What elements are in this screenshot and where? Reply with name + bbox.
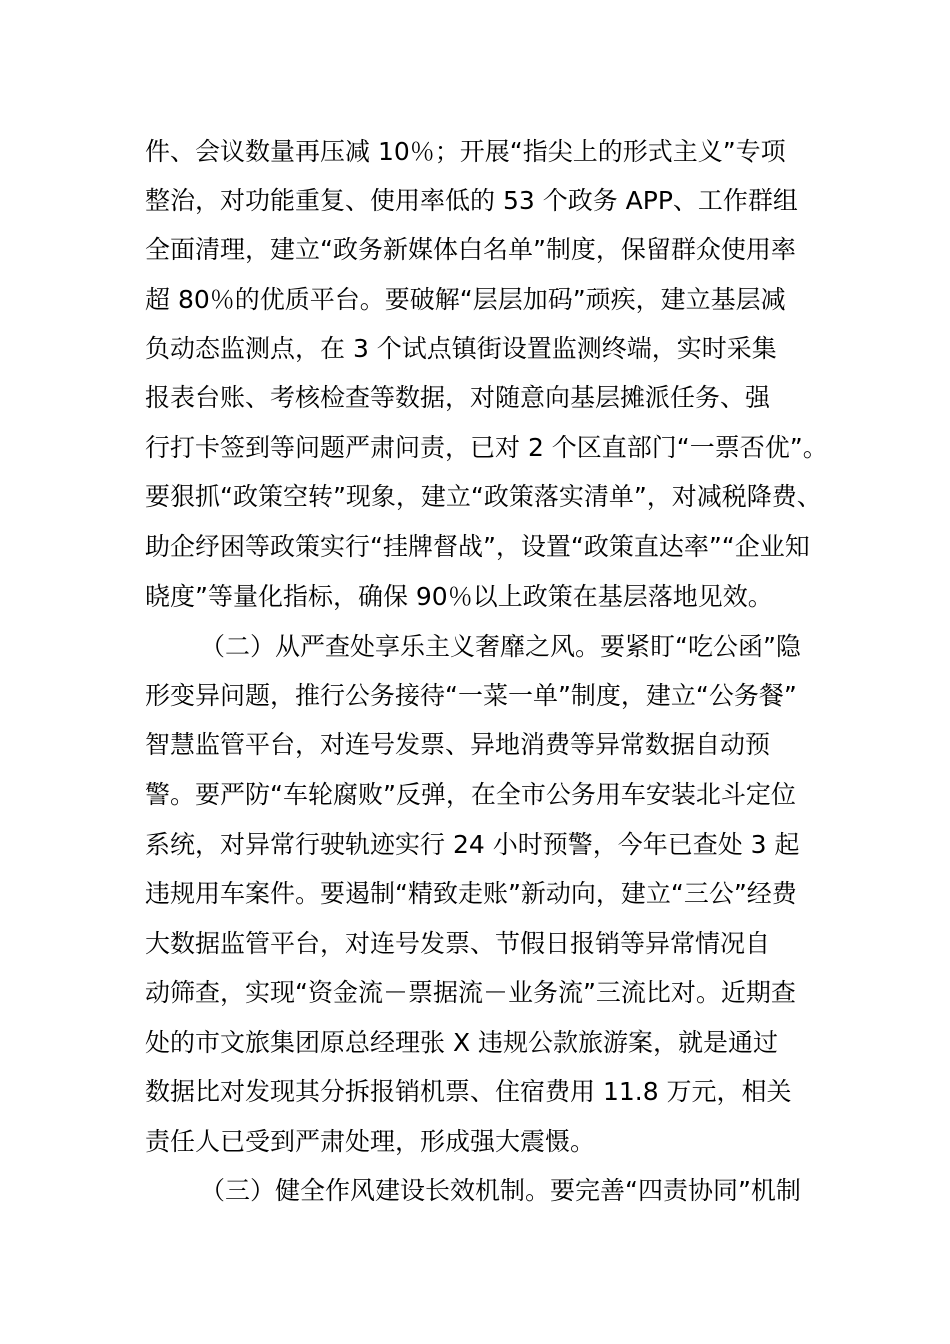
- section-heading-line: （二）从严查处享乐主义奢靡之风。要紧盯“吃公函”隐: [200, 632, 801, 661]
- body-text-line: 系统，对异常行驶轨迹实行 24 小时预警，今年已查处 3 起: [145, 830, 800, 859]
- body-text-line: 动筛查，实现“资金流－票据流－业务流”三流比对。近期查: [145, 978, 796, 1007]
- body-text-line: 形变异问题，推行公务接待“一菜一单”制度，建立“公务餐”: [145, 681, 797, 710]
- body-text-line: 行打卡签到等问题严肃问责，已对 2 个区直部门“一票否优”。: [145, 433, 828, 462]
- body-text-line: 大数据监管平台，对连号发票、节假日报销等异常情况自: [145, 929, 771, 958]
- body-text-line: 警。要严防“车轮腐败”反弹，在全市公务用车安装北斗定位: [145, 780, 796, 809]
- body-text-line: 件、会议数量再压减 10％；开展“指尖上的形式主义”专项: [145, 137, 786, 166]
- body-text-line: 超 80％的优质平台。要破解“层层加码”顽疾，建立基层减: [145, 285, 786, 314]
- body-text-line: 违规用车案件。要遏制“精致走账”新动向，建立“三公”经费: [145, 879, 797, 908]
- body-text-line: 整治，对功能重复、使用率低的 53 个政务 APP、工作群组: [145, 186, 798, 215]
- section-heading-line: （三）健全作风建设长效机制。要完善“四责协同”机制: [200, 1176, 801, 1205]
- body-text-line: 处的市文旅集团原总经理张 X 违规公款旅游案，就是通过: [145, 1028, 779, 1057]
- body-text-line: 报表台账、考核检查等数据，对随意向基层摊派任务、强: [145, 383, 771, 412]
- body-text-line: 全面清理，建立“政务新媒体白名单”制度，保留群众使用率: [145, 235, 796, 264]
- body-text-line: 晓度”等量化指标，确保 90％以上政策在基层落地见效。: [145, 582, 773, 611]
- body-text-line: 负动态监测点，在 3 个试点镇街设置监测终端，实时采集: [145, 334, 777, 363]
- body-text-line: 智慧监管平台，对连号发票、异地消费等异常数据自动预: [145, 730, 771, 759]
- body-text-line: 数据比对发现其分拆报销机票、住宿费用 11.8 万元，相关: [145, 1077, 792, 1106]
- body-text-line: 要狠抓“政策空转”现象，建立“政策落实清单”，对减税降费、: [145, 482, 822, 511]
- body-text-line: 责任人已受到严肃处理，形成强大震慑。: [145, 1127, 596, 1156]
- body-text-line: 助企纾困等政策实行“挂牌督战”，设置“政策直达率”“企业知: [145, 532, 810, 561]
